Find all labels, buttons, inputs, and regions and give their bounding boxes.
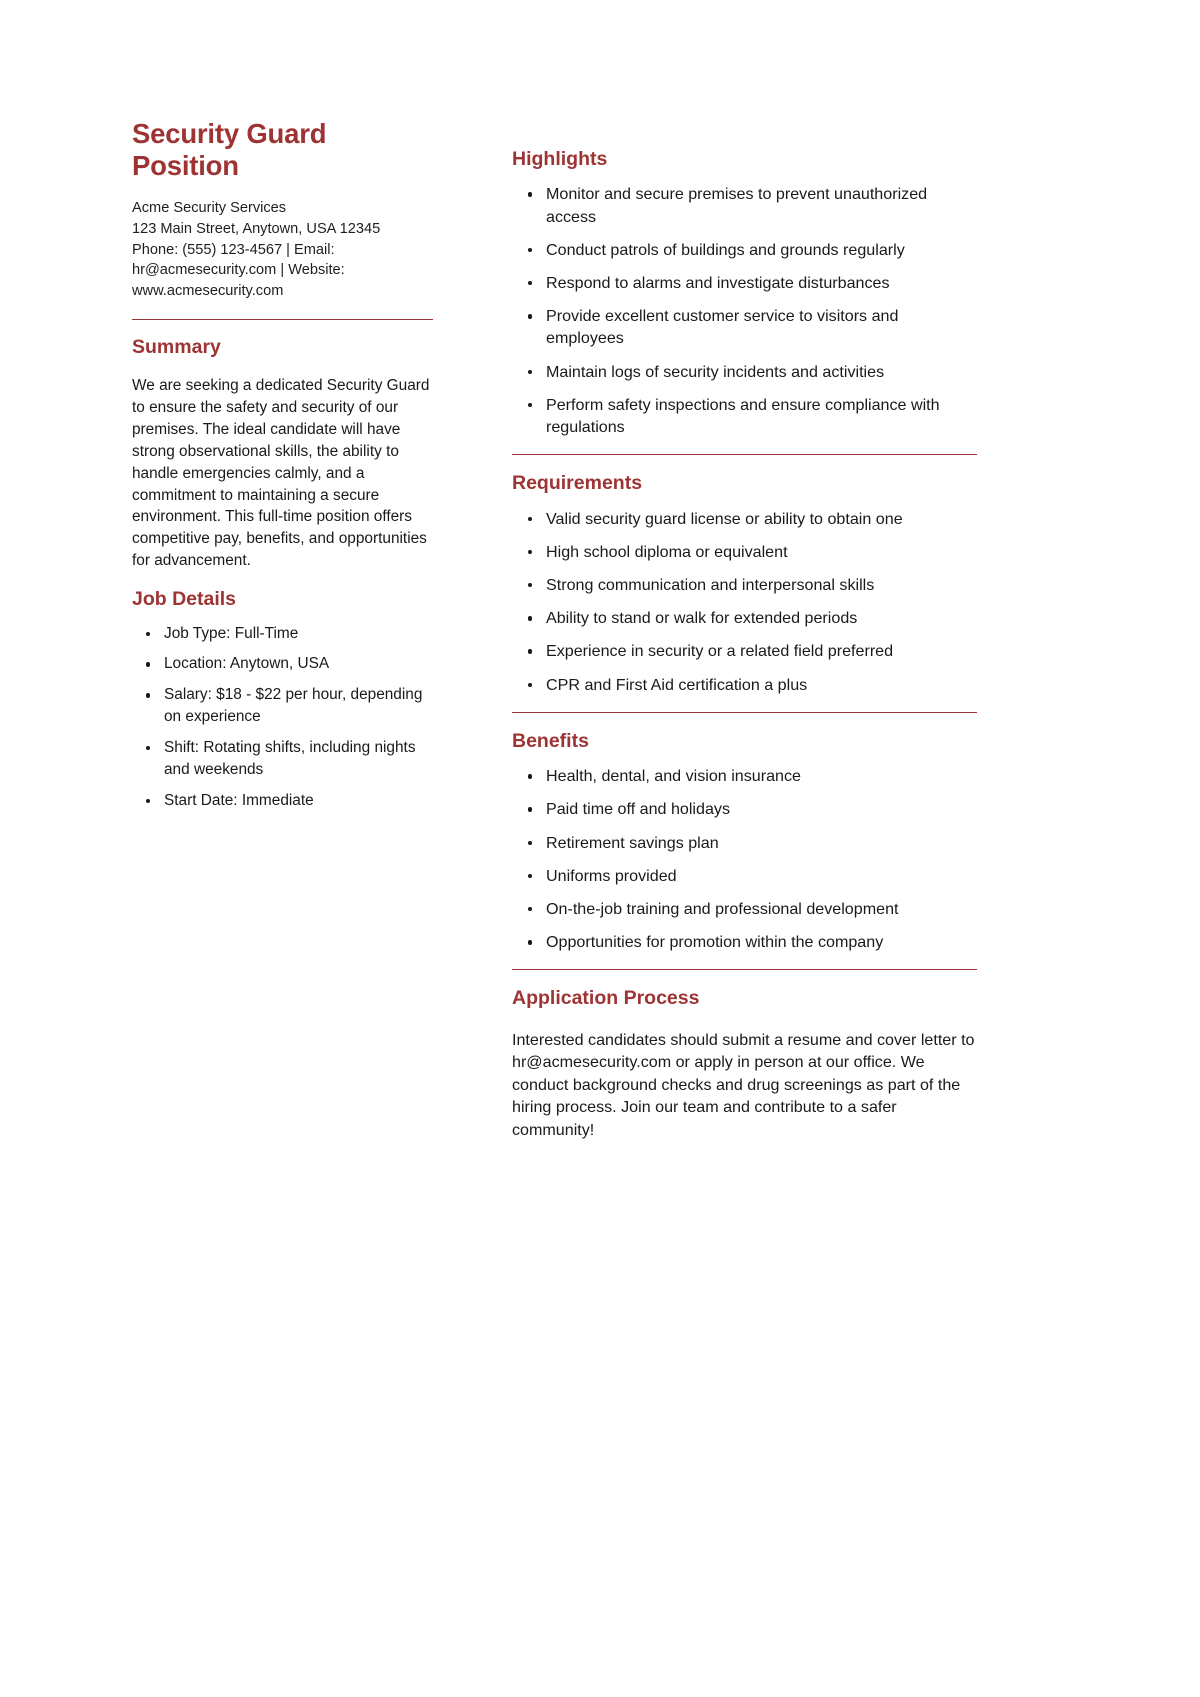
section-heading-benefits: Benefits <box>512 729 589 752</box>
job-details-list <box>132 623 433 812</box>
list-item: Maintain logs of security incidents and activities <box>546 361 977 383</box>
list-item: Health, dental, and vision insurance <box>546 765 977 787</box>
highlights-divider <box>512 454 977 455</box>
section-heading-application-process: Application Process <box>512 987 700 1010</box>
list-item: Location: Anytown, USA <box>164 653 433 675</box>
list-item: High school diploma or equivalent <box>546 541 977 563</box>
highlights-list <box>512 183 977 438</box>
company-email-website: hr@acmesecurity.com | Website: <box>132 262 345 279</box>
benefits-divider <box>512 969 977 970</box>
header-divider <box>132 319 433 320</box>
list-item: Respond to alarms and investigate disturbances <box>546 272 977 294</box>
company-address: 123 Main Street, Anytown, USA 12345 <box>132 220 381 237</box>
list-item: Opportunities for promotion within the company <box>546 931 977 953</box>
company-contact-block <box>132 198 433 302</box>
list-item: Experience in security or a related field preferred <box>546 640 977 662</box>
list-item: Ability to stand or walk for extended periods <box>546 607 977 629</box>
section-heading-highlights: Highlights <box>512 148 608 170</box>
company-website: www.acmesecurity.com <box>132 283 284 300</box>
left-column <box>132 118 433 812</box>
list-item: Job Type: Full-Time <box>164 623 433 645</box>
list-item: Strong communication and interpersonal skills <box>546 574 977 596</box>
benefits-list <box>512 765 977 953</box>
list-item: Monitor and secure premises to prevent unauthorized access <box>546 183 977 227</box>
list-item: Uniforms provided <box>546 865 977 887</box>
application-process-text: Interested candidates should submit a resume and cover letter to hr@acmesecurity.com or apply in person at our office. We conduct background checks and drug screenings as part of the hiring process. Join our team and contribute to a safer community! <box>512 1030 975 1139</box>
list-item: Start Date: Immediate <box>164 790 433 812</box>
section-heading-requirements: Requirements <box>512 472 643 495</box>
list-item: Paid time off and holidays <box>546 798 977 820</box>
list-item: Valid security guard license or ability to obtain one <box>546 508 977 530</box>
list-item: Shift: Rotating shifts, including nights and weekends <box>164 737 433 781</box>
requirements-divider <box>512 712 977 713</box>
list-item: Retirement savings plan <box>546 832 977 854</box>
summary-text: We are seeking a dedicated Security Guard to ensure the safety and security of our premises. The ideal candidate will have strong observational skills, the ability to handle emergencies calmly, and a commitment to maintaining a secure environment. This full-time position offers competitive pay, benefits, and opportunities for advancement. <box>132 377 430 570</box>
page-title: Security Guard Position <box>132 118 327 181</box>
requirements-list <box>512 508 977 696</box>
section-heading-summary: Summary <box>132 335 221 358</box>
section-heading-job-details: Job Details <box>132 588 237 611</box>
list-item: On-the-job training and professional development <box>546 898 977 920</box>
two-column-layout <box>0 118 1200 1141</box>
company-phone-email: Phone: (555) 123-4567 | Email: <box>132 241 335 258</box>
list-item: CPR and First Aid certification a plus <box>546 674 977 696</box>
list-item: Provide excellent customer service to visitors and employees <box>546 305 977 349</box>
list-item: Salary: $18 - $22 per hour, depending on experience <box>164 684 433 728</box>
list-item: Conduct patrols of buildings and grounds regularly <box>546 239 977 261</box>
company-name: Acme Security Services <box>132 200 287 217</box>
right-column <box>512 118 977 1141</box>
list-item: Perform safety inspections and ensure compliance with regulations <box>546 394 977 438</box>
